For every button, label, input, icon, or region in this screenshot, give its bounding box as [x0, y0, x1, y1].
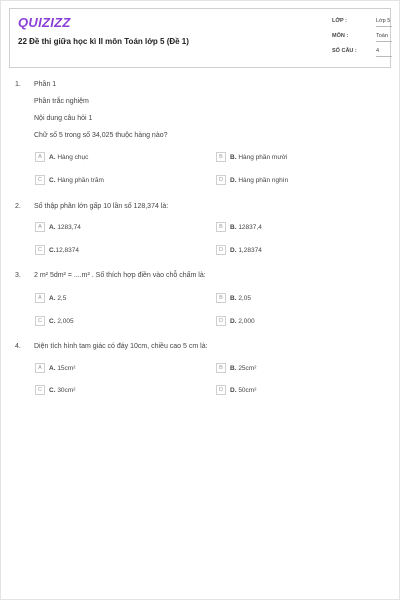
option-label: C. [49, 247, 56, 254]
option-text: 12837,4 [238, 224, 262, 231]
option-letter-box: C [35, 245, 45, 255]
option-text: 50cm² [238, 387, 257, 394]
meta-class-key: LỚP : [332, 18, 347, 24]
option-text: 2,05 [238, 295, 251, 302]
option-text: Hàng chục [57, 154, 89, 161]
meta-count [332, 48, 380, 54]
meta-count-underline [376, 56, 392, 57]
option-label: B. [230, 224, 237, 231]
option-letter-box: D [216, 245, 226, 255]
option-label: D. [230, 177, 237, 184]
option-letter-box: C [35, 175, 45, 185]
option-label: C. [49, 177, 56, 184]
worksheet-title: 22 Đề thi giữa học kì II môn Toán lớp 5 (Đề 1) [18, 37, 189, 46]
question-text: Diện tích hình tam giác có đáy 10cm, chiều cao 5 cm là: [34, 343, 208, 350]
meta-class-underline [376, 26, 392, 27]
question-line: Phần 1 [34, 81, 57, 88]
question-line: Nội dung câu hỏi 1 [34, 115, 93, 122]
option-label: B. [230, 154, 237, 161]
option-text: 2,5 [57, 295, 67, 302]
quizizz-logo: QUIZIZZ [18, 15, 71, 30]
option-letter-box: D [216, 175, 226, 185]
meta-subject-underline [376, 41, 392, 42]
option-text: Hàng phần nghìn [238, 177, 289, 184]
option-letter-box: C [35, 316, 45, 326]
meta-count-key: SỐ CÂU : [332, 48, 357, 54]
option-letter-box: A [35, 293, 45, 303]
option-label: B. [230, 365, 237, 372]
option-label: D. [230, 318, 237, 325]
question-number: 3. [15, 272, 21, 279]
option-text: Hàng phần trăm [57, 177, 104, 184]
option-label: D. [230, 247, 237, 254]
option-text: 15cm² [57, 365, 76, 372]
question-number: 1. [15, 81, 21, 88]
question-text: Chữ số 5 trong số 34,025 thuộc hàng nào? [34, 132, 168, 139]
meta-class-value: Lớp 5 [376, 18, 391, 24]
meta-subject-value: Toán [376, 33, 388, 39]
option-label: A. [49, 224, 56, 231]
option-letter-box: A [35, 152, 45, 162]
option-text: 2,000 [238, 318, 255, 325]
option-text: Hàng phần mười [238, 154, 288, 161]
option-label: C. [49, 318, 56, 325]
meta-subject [332, 33, 388, 39]
question-number: 2. [15, 203, 21, 210]
option-text: 1283,74 [57, 224, 81, 231]
question-number: 4. [15, 343, 21, 350]
option-label: B. [230, 295, 237, 302]
option-label: A. [49, 365, 56, 372]
option-letter-box: D [216, 316, 226, 326]
option-letter-box: D [216, 385, 226, 395]
meta-count-value: 4 [376, 48, 380, 54]
option-letter-box: C [35, 385, 45, 395]
option-label: D. [230, 387, 237, 394]
option-text: 1,28374 [238, 247, 262, 254]
option-text: 30cm² [57, 387, 76, 394]
meta-subject-key: MÔN : [332, 33, 349, 39]
worksheet-header [9, 8, 391, 68]
option-letter-box: A [35, 222, 45, 232]
option-letter-box: B [216, 152, 226, 162]
question-line: Phần trắc nghiệm [34, 98, 89, 105]
option-text: 12,8374 [55, 247, 79, 254]
option-letter-box: A [35, 363, 45, 373]
option-label: A. [49, 154, 56, 161]
option-label: A. [49, 295, 56, 302]
question-text: Số thập phân lớn gấp 10 lần số 128,374 là: [34, 203, 169, 210]
option-letter-box: B [216, 222, 226, 232]
option-text: 2,005 [57, 318, 74, 325]
option-letter-box: B [216, 293, 226, 303]
meta-class [332, 18, 391, 24]
option-label: C. [49, 387, 56, 394]
option-letter-box: B [216, 363, 226, 373]
question-text: 2 m² 5dm² = ....m² . Số thích hợp điền vào chỗ chấm là: [34, 272, 206, 279]
option-text: 25cm² [238, 365, 257, 372]
